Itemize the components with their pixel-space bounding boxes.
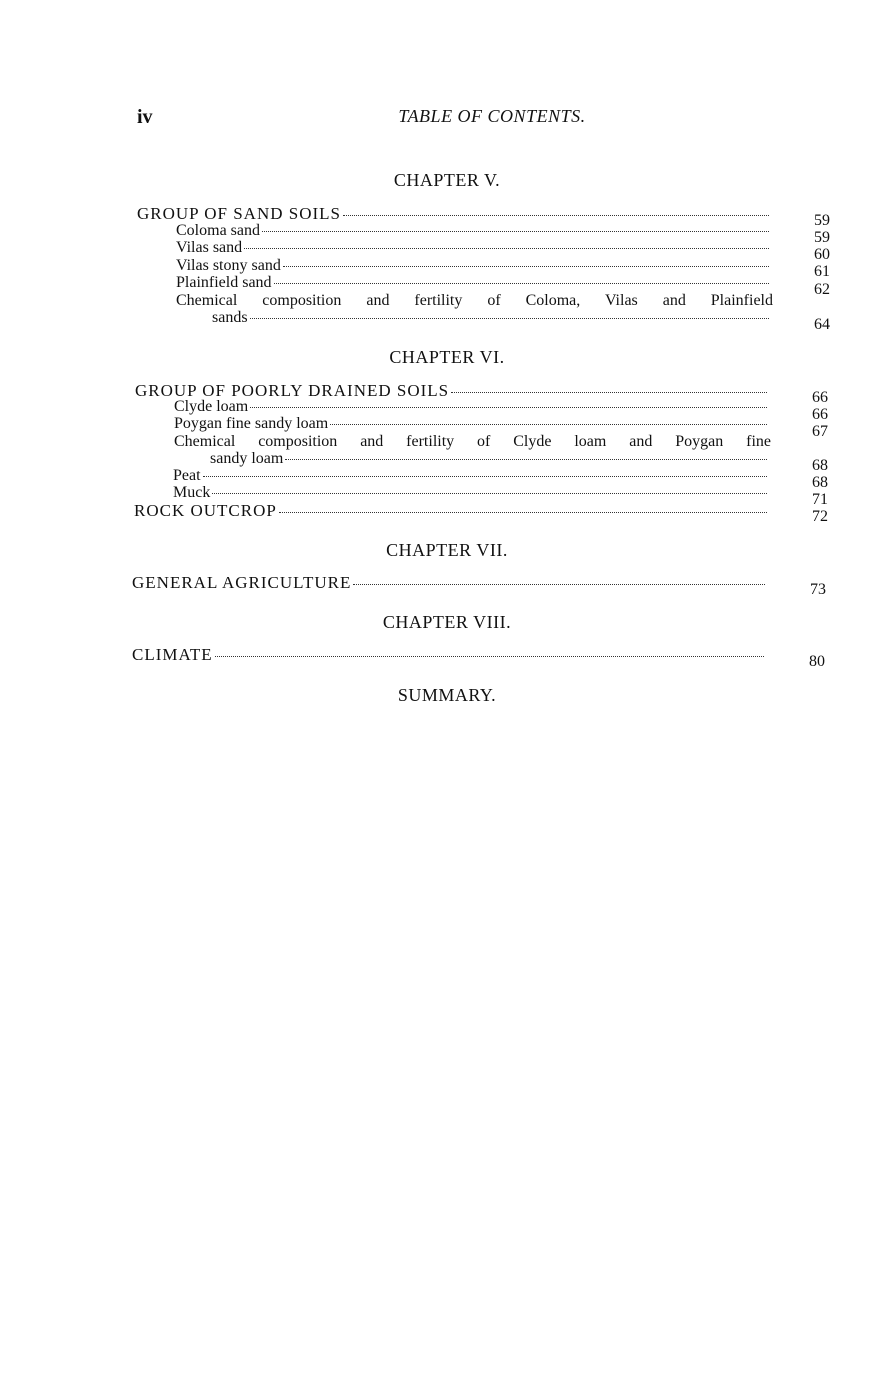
toc-page-number: 72 <box>812 508 828 525</box>
toc-entry <box>176 222 773 240</box>
chapter-heading: CHAPTER V. <box>393 170 501 190</box>
toc-entry <box>174 398 771 416</box>
toc-entry-label: GENERAL AGRICULTURE <box>132 573 352 592</box>
toc-entry-label: GROUP OF SAND SOILS <box>137 204 341 223</box>
toc-entry-label: Plainfield sand <box>176 274 272 291</box>
dot-leader <box>279 511 767 513</box>
toc-entry-label: Vilas sand <box>176 239 243 256</box>
toc-page-number: 60 <box>814 246 830 263</box>
dot-leader <box>244 247 769 249</box>
dot-leader <box>353 583 765 585</box>
chapter-heading: CHAPTER VIII. <box>382 612 512 632</box>
toc-entry-label-line: Chemical composition and fertility of Clyde loam and Poygan fine <box>174 433 771 450</box>
toc-entry-label: GROUP OF POORLY DRAINED SOILS <box>135 381 450 400</box>
toc-page-number: 59 <box>814 212 830 229</box>
toc-entry <box>132 645 768 663</box>
chapter-heading: CHAPTER VII. <box>386 540 508 560</box>
dot-leader <box>283 265 769 267</box>
toc-page-number: 67 <box>812 423 828 440</box>
dot-leader <box>330 423 767 425</box>
dot-leader <box>274 282 769 284</box>
toc-page-number: 68 <box>812 457 828 474</box>
toc-entry-label: Vilas stony sand <box>176 257 281 274</box>
toc-entry-label: Peat <box>173 467 201 484</box>
toc-page-number: 73 <box>810 581 826 598</box>
toc-entry-label: Coloma sand <box>176 222 260 239</box>
toc-page-number: 68 <box>812 474 828 491</box>
toc-entry <box>176 257 773 275</box>
toc-entry-label: sands <box>212 309 248 326</box>
toc-entry-label-line: Chemical composition and fertility of Coloma, Vilas and Plainfield <box>176 292 773 309</box>
dot-leader <box>215 655 764 657</box>
toc-entry <box>212 309 773 327</box>
toc-page-number: 61 <box>814 263 830 280</box>
dot-leader <box>285 458 767 460</box>
summary-heading: SUMMARY. <box>397 685 497 705</box>
toc-entry-label: CLIMATE <box>132 645 213 664</box>
page-header <box>137 106 827 136</box>
toc-entry-label: Muck <box>173 484 211 501</box>
dot-leader <box>262 230 769 232</box>
toc-page-number: 66 <box>812 406 828 423</box>
toc-entry <box>137 204 773 222</box>
running-title: TABLE OF CONTENTS. <box>398 106 586 126</box>
toc-entry <box>176 274 773 292</box>
toc-entry-label: sandy loam <box>210 450 284 467</box>
dot-leader <box>343 214 769 216</box>
dot-leader <box>212 492 767 494</box>
toc-entry <box>173 467 771 485</box>
toc-entry <box>174 415 771 433</box>
toc-entry-label: Clyde loam <box>174 398 249 415</box>
dot-leader <box>250 406 767 408</box>
dot-leader <box>451 391 767 393</box>
toc-page-number: 71 <box>812 491 828 508</box>
toc-entry <box>135 381 771 399</box>
toc-page-number: 62 <box>814 281 830 298</box>
toc-entry-label: Poygan fine sandy loam <box>174 415 329 432</box>
toc-page-number: 80 <box>809 653 825 670</box>
toc-page-number: 66 <box>812 389 828 406</box>
chapter-heading: CHAPTER VI. <box>389 347 505 367</box>
toc-page-number: 59 <box>814 229 830 246</box>
toc-entry-label: ROCK OUTCROP <box>134 501 277 520</box>
toc-entry <box>173 484 771 502</box>
toc-page-number: 64 <box>814 316 830 333</box>
toc-entry <box>134 501 771 519</box>
toc-entry <box>210 450 771 468</box>
toc-entry <box>176 239 773 257</box>
page-number: iv <box>137 106 153 128</box>
toc-entry <box>132 573 769 591</box>
dot-leader <box>250 317 769 319</box>
dot-leader <box>203 475 767 477</box>
